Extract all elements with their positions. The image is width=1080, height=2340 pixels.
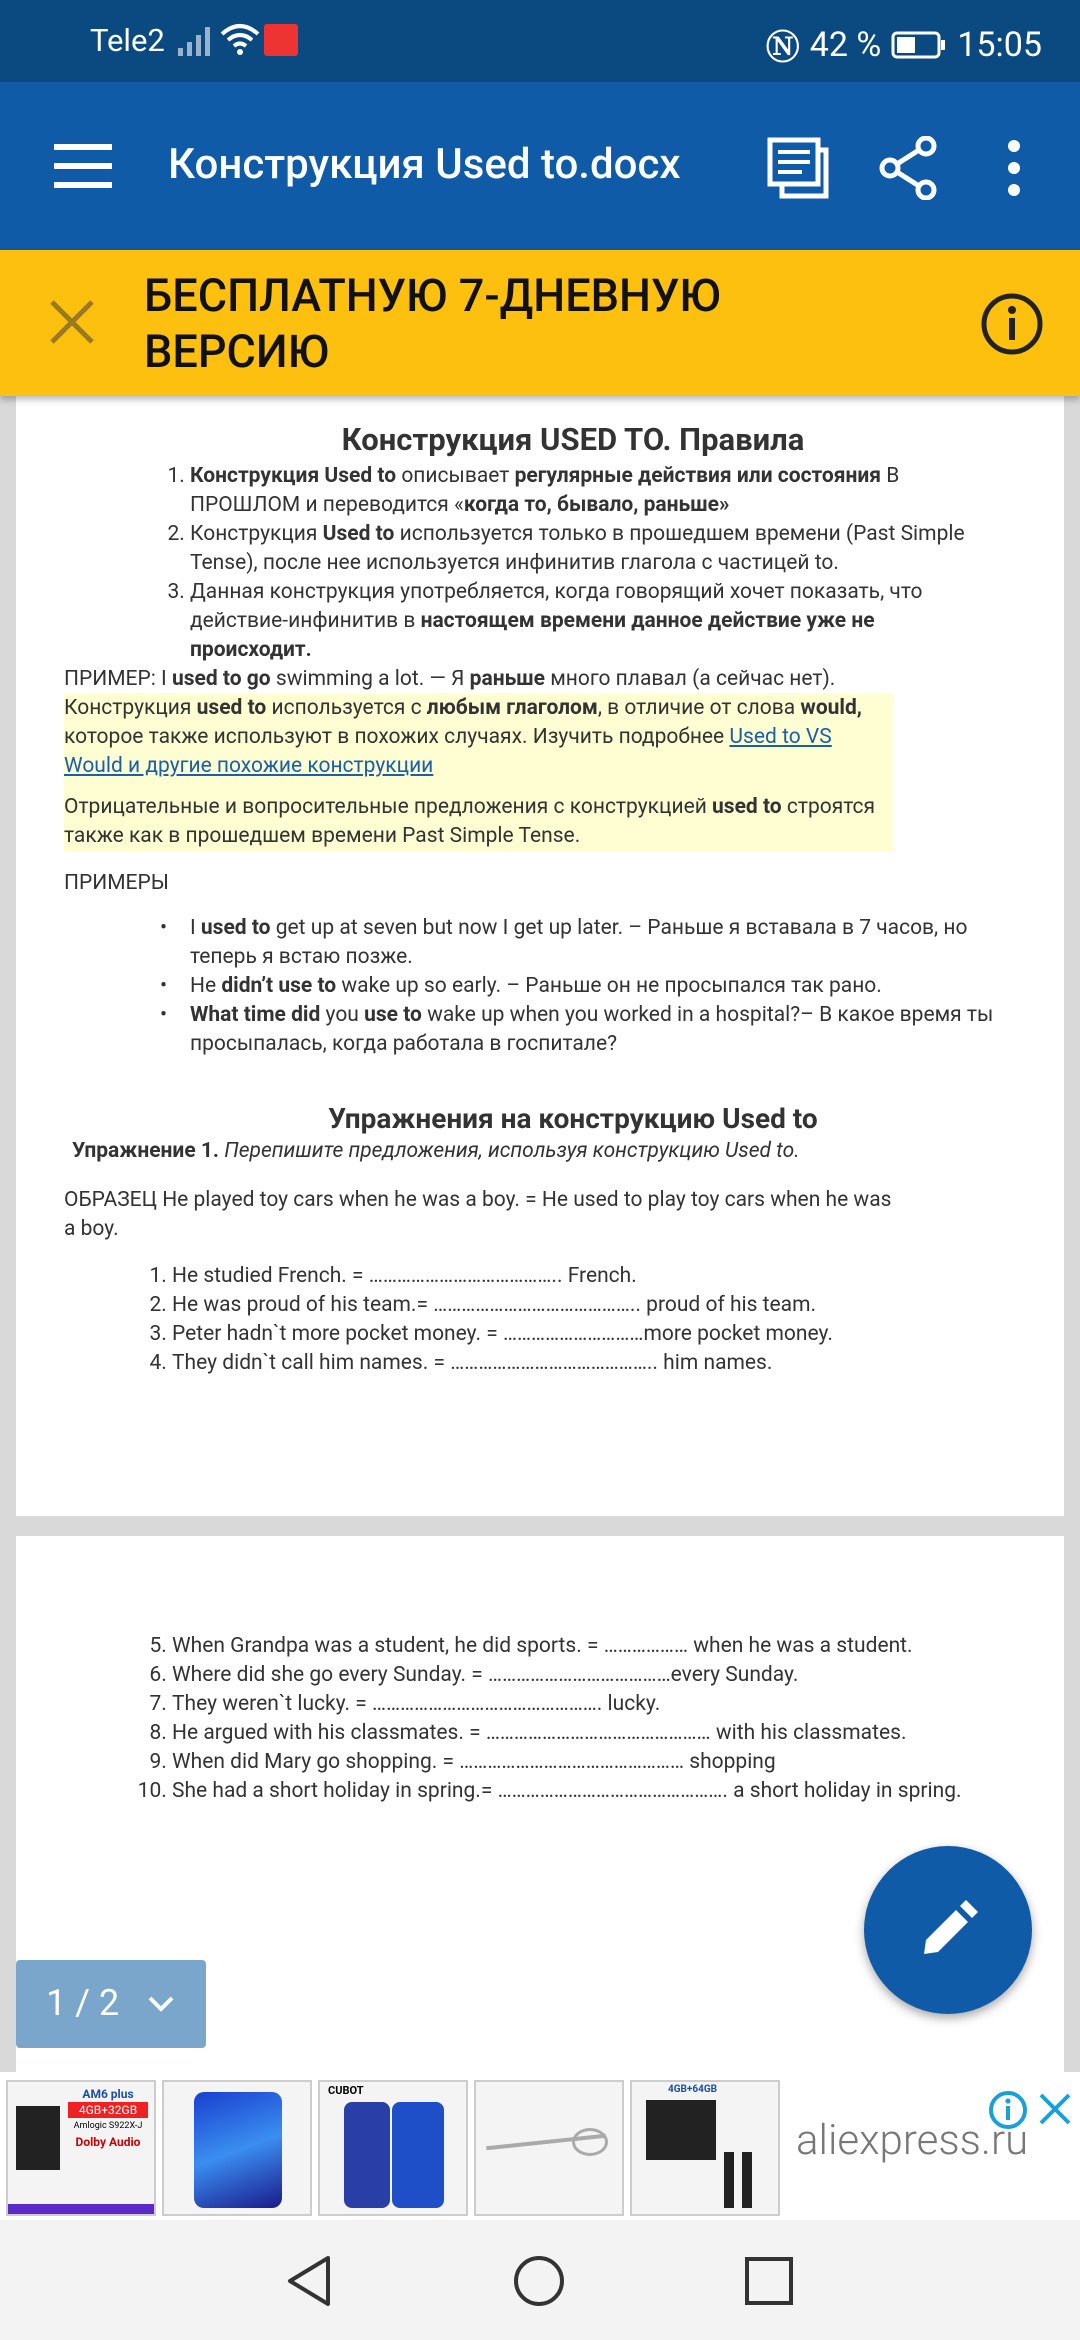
exercise-item: 3. Peter hadn`t more pocket money. = …………………………more pocket money. bbox=[172, 1320, 998, 1349]
page-indicator-button[interactable] bbox=[16, 1960, 206, 2048]
exercise-item: 8. He argued with his classmates. = ………………………………………… with his classmates. bbox=[172, 1719, 998, 1748]
exercise-item: 9. When did Mary go shopping. = ………………………………………… shopping bbox=[172, 1748, 998, 1777]
close-icon[interactable] bbox=[48, 298, 96, 346]
exercise-item: 1. He studied French. = ………………………………….. French. bbox=[172, 1262, 998, 1291]
battery-icon bbox=[891, 30, 947, 60]
ad-thumb-sim-tool[interactable] bbox=[474, 2080, 624, 2216]
ad-thumb-tvbox-2[interactable] bbox=[630, 2080, 780, 2216]
document-content-2 bbox=[148, 1632, 998, 1806]
exercise-item: 4. They didn`t call him names. = …………………………………….. him names. bbox=[172, 1349, 998, 1378]
ad-brand-label[interactable]: aliexpress.ru bbox=[796, 2116, 1029, 2165]
promo-line: ВЕРСИЮ bbox=[144, 325, 330, 378]
doc-title: Конструкция USED TO. Правила bbox=[341, 421, 805, 458]
wifi-icon bbox=[220, 22, 260, 56]
chevron-down-icon bbox=[148, 1996, 174, 2012]
ad-thumb-phone-blue[interactable] bbox=[162, 2080, 312, 2216]
comments-icon[interactable] bbox=[766, 136, 830, 200]
promo-text[interactable] bbox=[144, 268, 721, 380]
highlight-note-2: Отрицательные и вопросительные предложения с конструкцией used to строятся также как в прошедшем времени Past Simple Tense. bbox=[64, 781, 894, 851]
rule-item: 2. Конструкция Used to используется только в прошедшем времени (Past Simple Tense), после нее используется инфинитив глагола с частицей to. bbox=[190, 520, 998, 578]
exercise-task: Упражнение 1. Перепишите предложения, используя конструкцию Used to. bbox=[72, 1139, 800, 1163]
ad-thumb-text: 4GB+32GB bbox=[68, 2102, 148, 2118]
exercise-item: 7. They weren`t lucky. = …………………………………………. lucky. bbox=[172, 1690, 998, 1719]
back-icon[interactable] bbox=[284, 2254, 334, 2308]
info-icon[interactable] bbox=[980, 292, 1044, 356]
share-icon[interactable] bbox=[878, 136, 938, 200]
nfc-icon: Ⓝ bbox=[765, 28, 800, 68]
ad-thumb-text: 4GB+64GB bbox=[668, 2084, 718, 2095]
edit-button[interactable] bbox=[864, 1846, 1032, 2014]
exercise-list-1 bbox=[128, 1262, 998, 1378]
promo-banner bbox=[0, 250, 1080, 396]
ad-thumb-cubot-phone[interactable] bbox=[318, 2080, 468, 2216]
ad-thumb-text: CUBOT bbox=[328, 2084, 364, 2097]
sample-line: ОБРАЗЕЦ He played toy cars when he was a boy. = He used to play toy cars when he was a boy. bbox=[64, 1188, 892, 1241]
menu-icon[interactable] bbox=[54, 144, 112, 188]
exercise-item: 2. He was proud of his team.= …………………………………….. proud of his team. bbox=[172, 1291, 998, 1320]
pencil-icon bbox=[918, 1900, 978, 1960]
ad-thumb-text: Amlogic S922X-J bbox=[73, 2121, 143, 2131]
status-bar bbox=[0, 0, 1080, 82]
app-bar bbox=[0, 82, 1080, 250]
aliexpress-notification-icon bbox=[264, 24, 298, 56]
exercise-item: 5. When Grandpa was a student, he did sports. = ……………… when he was a student. bbox=[172, 1632, 998, 1661]
document-content-1 bbox=[64, 420, 998, 1378]
ad-close-icon[interactable] bbox=[1038, 2092, 1072, 2126]
example-item: • He didn’t use to wake up so early. – Раньше он не просыпался так рано. bbox=[160, 974, 882, 998]
rule-item: 3. Данная конструкция употребляется, когда говорящий хочет показать, что действие-инфинитив в настоящем времени данное действие уже не происходит. bbox=[190, 578, 998, 665]
battery-label: 42 % bbox=[809, 24, 882, 65]
carrier-label: Tele2 bbox=[90, 22, 165, 59]
example-item: • I used to get up at seven but now I get up later. – Раньше я вставала в 7 часов, но теперь я встаю позже. bbox=[160, 916, 968, 969]
recents-icon[interactable] bbox=[744, 2256, 794, 2306]
ad-thumb-tvbox[interactable] bbox=[6, 2080, 156, 2216]
signal-icon bbox=[176, 24, 212, 58]
rule-item: 1. Конструкция Used to описывает регулярные действия или состояния В ПРОШЛОМ и переводится «когда то, бывало, раньше» bbox=[190, 462, 998, 520]
rules-list bbox=[126, 462, 998, 665]
exercise-item: 6. Where did she go every Sunday. = …………………………………every Sunday. bbox=[172, 1661, 998, 1690]
promo-line: БЕСПЛАТНУЮ 7-ДНЕВНУЮ bbox=[144, 269, 721, 322]
ad-thumb-text: AM6 plus bbox=[82, 2087, 134, 2101]
used-to-vs-would-link[interactable]: Used to VS Would и другие похожие конструкции bbox=[64, 725, 832, 778]
system-nav-bar bbox=[0, 2220, 1080, 2340]
examples-list bbox=[126, 914, 998, 1059]
exercises-title: Упражнения на конструкцию Used to bbox=[328, 1102, 818, 1135]
ad-thumb-text: Dolby Audio bbox=[75, 2135, 141, 2149]
exercise-item: 10. She had a short holiday in spring.= …………………………………………. a short holiday in spring. bbox=[172, 1777, 998, 1806]
example-item: • What time did you use to wake up when you worked in a hospital?– В какое время ты просыпалась, когда работала в госпитале? bbox=[160, 1003, 994, 1056]
example-line: ПРИМЕР: I used to go swimming a lot. — Я раньше много плавал (а сейчас нет). bbox=[64, 667, 836, 691]
exercise-list-2 bbox=[128, 1632, 998, 1806]
clock-label: 15:05 bbox=[957, 24, 1042, 65]
examples-heading: ПРИМЕРЫ bbox=[64, 871, 169, 895]
page-indicator-label: 1 / 2 bbox=[46, 1982, 120, 2024]
more-options-icon[interactable] bbox=[1004, 138, 1024, 198]
ad-banner[interactable] bbox=[0, 2072, 1080, 2220]
home-icon[interactable] bbox=[512, 2254, 566, 2308]
highlight-note-1: Конструкция used to используется с любым глаголом, в отличие от слова would, которое также используют в похожих случаях. Изучить подробнее Used to VS Would и другие похожие конструкции bbox=[64, 694, 894, 781]
document-title: Конструкция Used to.docx bbox=[168, 140, 681, 189]
